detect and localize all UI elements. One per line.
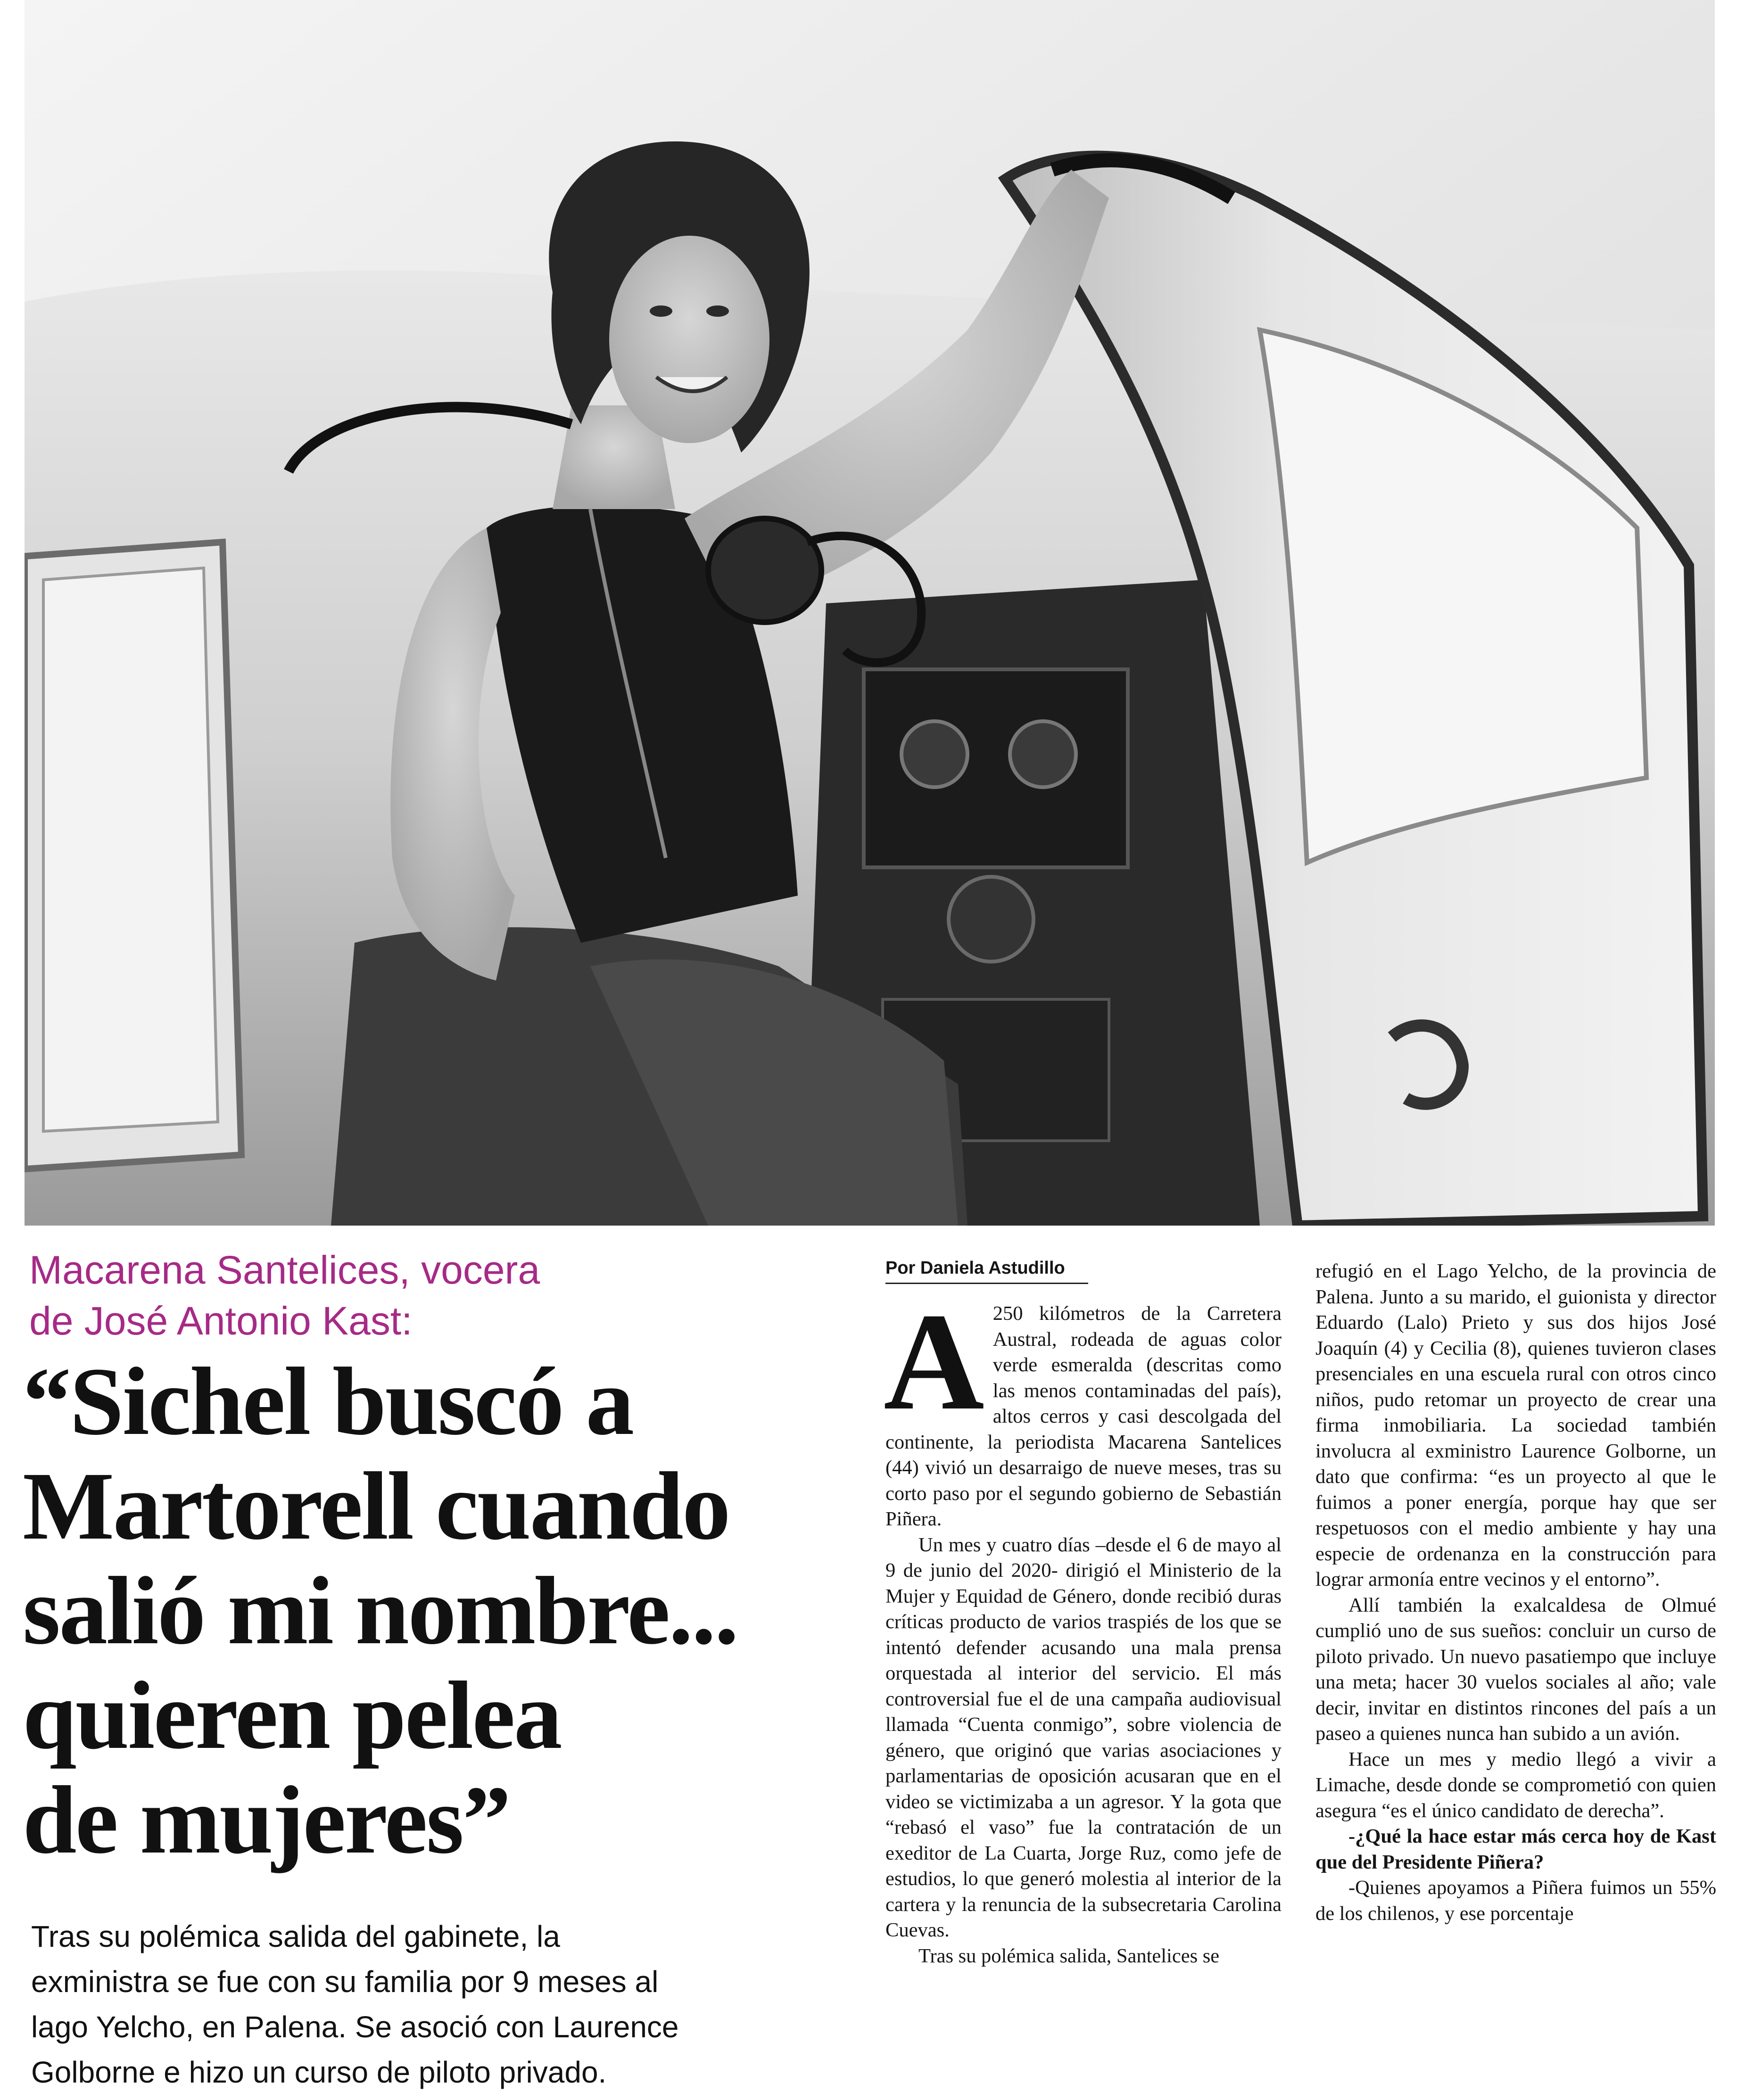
kicker-line: de José Antonio Kast: xyxy=(29,1299,413,1343)
headline-line: Martorell cuando xyxy=(23,1452,729,1560)
headline-line: “Sichel buscó a xyxy=(23,1347,633,1455)
byline: Por Daniela Astudillo xyxy=(885,1256,1088,1284)
kicker xyxy=(29,1244,652,1346)
lead-line: exministra se fue con su familia por 9 meses al xyxy=(31,1965,659,1999)
body-paragraph: refugió en el Lago Yelcho, de la provincia de Palena. Junto a su marido, el guionista y director Eduardo (Lalo) Prieto y sus dos hijos José Joaquín (4) y Cecilia (8), quienes tuvieron clases presenciales en una escuela rural con otros cinco niños, pudo retomar un proyecto de crear una firma inmobiliaria. La sociedad también involucra al exministro Laurence Golborne, un dato que confirma: “es un proyecto al que le fuimos a poner energía, porque hay que ser respetuosos con el medio ambiente y hay una especie de ordenanza en la construcción para lograr armonía entre vecinos y el entorno”. xyxy=(1315,1260,1716,1590)
headline-line: de mujeres” xyxy=(23,1766,510,1874)
headline-line: salió mi nombre... xyxy=(23,1556,737,1664)
body-paragraph: Un mes y cuatro días –desde el 6 de mayo al 9 de junio del 2020- dirigió el Ministerio de la Mujer y Equidad de Género, donde recibió duras críticas producto de varios traspiés de los que se intentó defender acusando una mala prensa orquestada al interior del servicio. El más controversial fue el de una campaña audiovisual llamada “Cuenta conmigo”, sobre violencia de género, que originó que varias asociaciones y parlamentarias de oposición acusaran que en el video se victimizaba a un agresor. Y la gota que “rebasó el vaso” fue la contratación de un exeditor de La Cuarta, Jorge Ruz, como jefe de estudios, lo que generó molestia al interior de la cartera y la renuncia de la subsecretaria Carolina Cuevas. xyxy=(885,1533,1282,1941)
headline xyxy=(23,1349,852,1872)
lead-line: Tras su polémica salida del gabinete, la xyxy=(31,1919,560,1953)
body-paragraph xyxy=(884,1285,1282,1532)
interview-question: -¿Qué la hace estar más cerca hoy de Kast que del Presidente Piñera? xyxy=(1315,1825,1716,1873)
headline-line: quieren pelea xyxy=(23,1661,561,1769)
body-paragraph: Allí también la exalcaldesa de Olmué cumplió uno de sus sueños: concluir un curso de piloto privado. Un nuevo pasatiempo que incluye una meta; hacer 30 vuelos sociales al año; vale decir, invitar en distintos rincones del país a un paseo a quienes nunca han subido a un avión. xyxy=(1315,1594,1716,1745)
body-paragraph: Hace un mes y medio llegó a vivir a Limache, desde donde se comprometió con quien asegura “es el único candidato de derecha”. xyxy=(1315,1748,1716,1822)
body-column-2 xyxy=(1315,1259,1716,1927)
body-column-1 xyxy=(885,1256,1282,1969)
kicker-line: Macarena Santelices, vocera xyxy=(29,1248,540,1292)
interview-answer: -Quienes apoyamos a Piñera fuimos un 55% de los chilenos, y ese porcentaje xyxy=(1315,1877,1716,1925)
body-paragraph-text: 250 kilómetros de la Carretera Austral, rodeada de aguas color verde esmeralda (descritas como las menos contaminadas del país), altos cerros y casi descolgada del continente, la periodista Macarena Santelices (44) vivió un desarraigo de nueve meses, tras su corto paso por el segundo gobierno de Sebastián Piñera. xyxy=(885,1302,1282,1530)
lead-line: lago Yelcho, en Palena. Se asoció con Laurence xyxy=(31,2010,679,2044)
lead-line: Golborne e hizo un curso de piloto privado. xyxy=(31,2055,607,2089)
drop-cap: A xyxy=(884,1285,984,1439)
body-paragraph: Tras su polémica salida, Santelices se xyxy=(918,1944,1220,1967)
hero-photo xyxy=(25,0,1715,1226)
photo-woman-in-airplane-cockpit xyxy=(25,0,1715,1226)
lead-paragraph xyxy=(31,1914,757,2095)
